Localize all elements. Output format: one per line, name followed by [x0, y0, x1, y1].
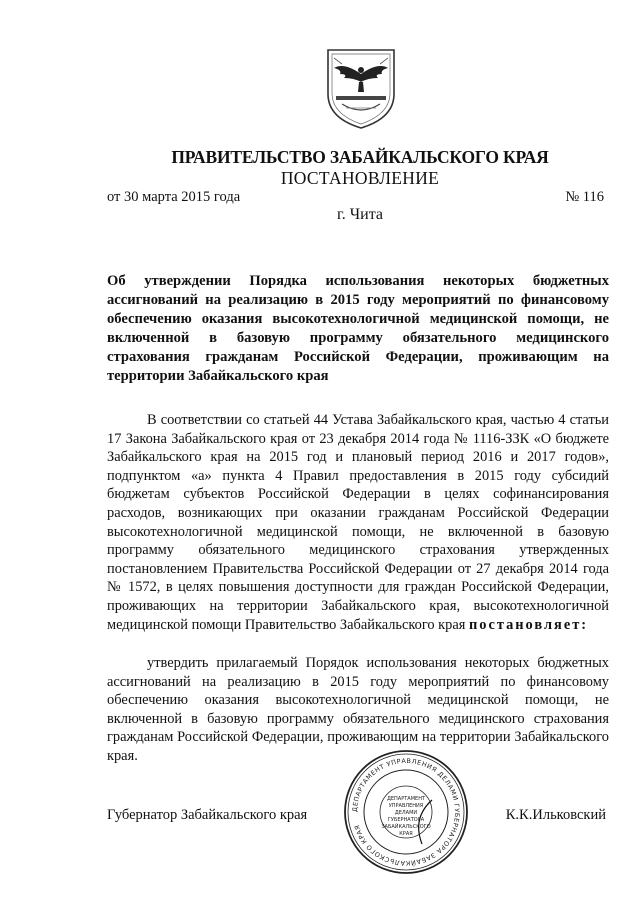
- document-type: ПОСТАНОВЛЕНИЕ: [280, 168, 440, 188]
- coat-of-arms-emblem: [322, 44, 400, 132]
- document-date: от 30 марта 2015 года: [107, 189, 241, 205]
- body-paragraph-1-text: В соответствии со статьей 44 Устава Забайкальского края, частью 4 статьи 17 Закона Забайкальского края от 23 декабря 2014 года № 1116-ЗЗК «О бюджете Забайкальского края на 2015 год и плановый период 2016 и 2017 годов», подпунктом «а» пункта 4 Правил предоставления в 2015 году субсидий бюджетам субъектов Российской Федерации в целях софинансирования расходов, возникающих при оказании гражданам Российской Федерации высокотехнологичной медицинской помощи, не включенной в базовую программу обязательного медицинского страхования утвержденных постановлением Правительства Российской Федерации от 27 декабря 2014 года № 1572, в целях повышения доступности для граждан Российской Федерации, проживающих на территории Забайкальского края, высокотехнологичной медицинской помощи Правительство Забайкальского края: [107, 412, 609, 633]
- signatory-name: К.К.Ильковский: [505, 807, 606, 823]
- government-title: ПРАВИТЕЛЬСТВО ЗАБАЙКАЛЬСКОГО КРАЯ: [171, 147, 549, 167]
- svg-text:ЗАБАЙКАЛЬСКОГО: ЗАБАЙКАЛЬСКОГО: [381, 824, 431, 830]
- body-paragraph-1: [107, 411, 609, 634]
- body-paragraph-2: утвердить прилагаемый Порядок использования некоторых бюджетных ассигнований на реализацию в 2015 году мероприятий по финансовому обеспечению оказания высокотехнологичной медицинской помощи, не включенной в базовую программу обязательного медицинского страхования гражданам Российской Федерации, проживающим на территории Забайкальского края.: [107, 655, 609, 764]
- official-stamp: [342, 748, 470, 876]
- document-subject: Об утверждении Порядка использования некоторых бюджетных ассигнований на реализацию в 2015 году мероприятий по финансовому обеспечению оказания высокотехнологичной медицинской помощи, не включенной в базовую программу обязательного медицинского страхования гражданам Российской Федерации, проживающим на территории Забайкальского края: [107, 273, 609, 384]
- svg-text:ДЕЛАМИ: ДЕЛАМИ: [394, 810, 418, 816]
- svg-text:УПРАВЛЕНИЯ: УПРАВЛЕНИЯ: [388, 803, 424, 809]
- stamp-ring-text: ДЕПАРТАМЕНТ УПРАВЛЕНИЯ ДЕЛАМИ ГУБЕРНАТОРА ЗАБАЙКАЛЬСКОГО КРАЯ: [350, 756, 462, 868]
- document-number: № 116: [565, 189, 604, 205]
- svg-text:ДЕПАРТАМЕНТ: ДЕПАРТАМЕНТ: [386, 796, 426, 802]
- document-city: г. Чита: [336, 206, 383, 223]
- svg-text:ГУБЕРНАТОРА: ГУБЕРНАТОРА: [387, 817, 425, 823]
- svg-text:КРАЯ: КРАЯ: [399, 831, 413, 837]
- resolution-keyword: постановляет:: [468, 616, 589, 633]
- signatory-position: Губернатор Забайкальского края: [107, 807, 308, 823]
